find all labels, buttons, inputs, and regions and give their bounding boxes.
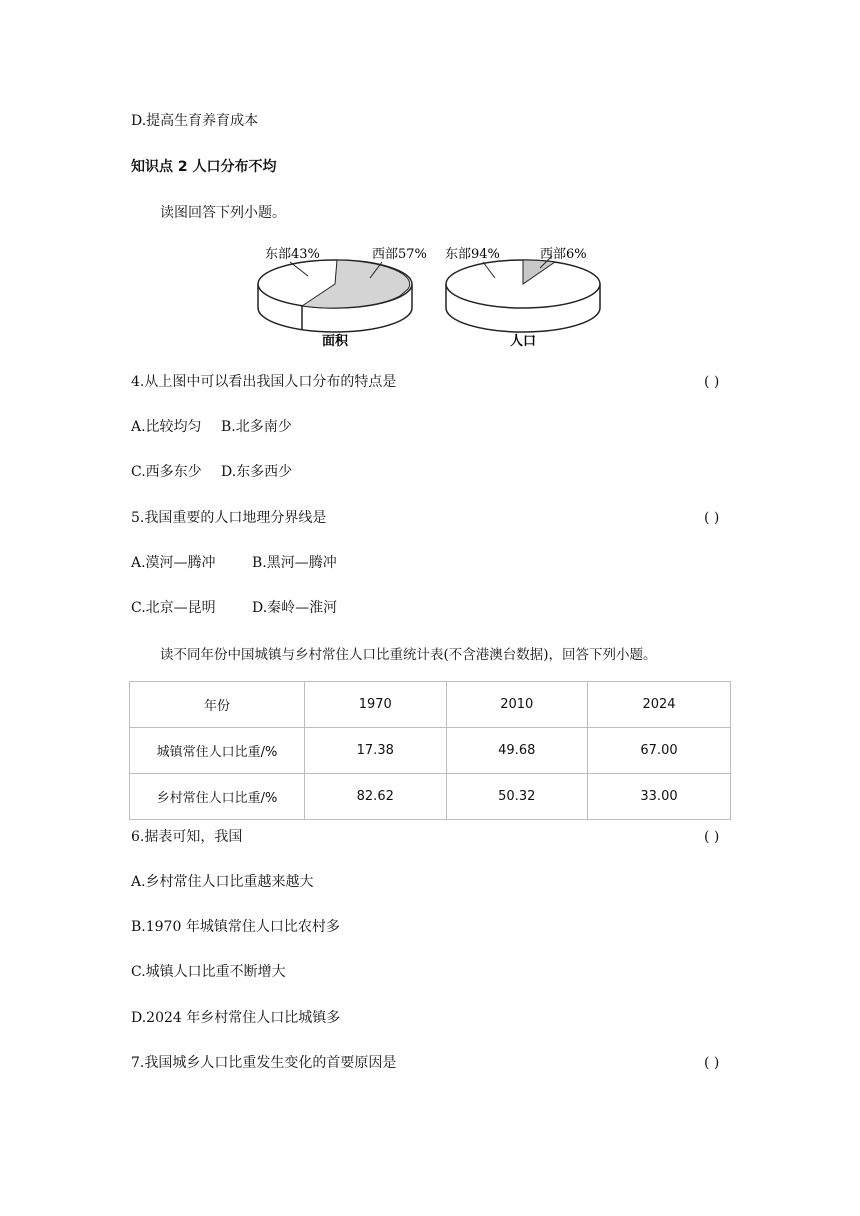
- population-ratio-table: [129, 681, 731, 820]
- q5-option-c[interactable]: C.北京—昆明: [131, 600, 216, 616]
- table-cell: 49.68: [446, 728, 588, 774]
- q6-option-b[interactable]: B.1970 年城镇常住人口比农村多: [131, 919, 340, 935]
- table-row-label: 乡村常住人口比重/%: [130, 774, 305, 820]
- population-pie-chart: [445, 247, 600, 349]
- q4-option-c[interactable]: C.西多东少: [131, 464, 202, 480]
- q7-answer-paren: ( ): [704, 1055, 720, 1071]
- table-header-row: [130, 682, 731, 728]
- table-row-label: 城镇常住人口比重/%: [130, 728, 305, 774]
- table-header-cell: 2024: [588, 682, 731, 728]
- q6-option-a[interactable]: A.乡村常住人口比重越来越大: [131, 874, 314, 890]
- table-intro: 读不同年份中国城镇与乡村常住人口比重统计表(不含港澳台数据)，回答下列小题。: [160, 647, 657, 663]
- previous-option-d: D.提高生育养育成本: [131, 113, 259, 129]
- q4-stem: 4.从上图中可以看出我国人口分布的特点是: [131, 374, 397, 390]
- table-header-cell: 2010: [446, 682, 588, 728]
- q4-answer-paren: ( ): [704, 374, 720, 390]
- q5-stem: 5.我国重要的人口地理分界线是: [131, 510, 327, 526]
- q5-options-row1: [131, 553, 337, 573]
- q6-option-c[interactable]: C.城镇人口比重不断增大: [131, 964, 286, 980]
- table-cell: 82.62: [305, 774, 447, 820]
- q5-answer-paren: ( ): [704, 510, 720, 526]
- section-heading: 知识点 2 人口分布不均: [131, 159, 277, 175]
- q4-option-a[interactable]: A.比较均匀: [131, 419, 202, 435]
- q4-option-b[interactable]: B.北多南少: [221, 419, 292, 435]
- area-pie-west-label: 西部57%: [372, 247, 427, 262]
- q5-options-row2: [131, 598, 337, 618]
- table-row: [130, 728, 731, 774]
- q6-option-d[interactable]: D.2024 年乡村常住人口比城镇多: [131, 1010, 341, 1026]
- q4-options-row1: [131, 417, 292, 437]
- q4-options-row2: [131, 462, 292, 482]
- table-cell: 33.00: [588, 774, 731, 820]
- table-header-cell: 1970: [305, 682, 447, 728]
- population-pie-east-label: 东部94%: [445, 247, 500, 262]
- q5-option-a[interactable]: A.漠河—腾冲: [131, 555, 216, 571]
- q6-answer-paren: ( ): [704, 829, 720, 845]
- area-pie-caption: 面积: [321, 334, 349, 349]
- q5-option-b[interactable]: B.黑河—腾冲: [252, 555, 337, 571]
- area-pie-chart: [258, 247, 427, 349]
- q4-option-d[interactable]: D.东多西少: [221, 464, 293, 480]
- table-header-cell: 年份: [130, 682, 305, 728]
- area-pie-east-label: 东部43%: [265, 247, 320, 262]
- pie-charts-figure: [250, 236, 610, 352]
- table-cell: 67.00: [588, 728, 731, 774]
- table-cell: 50.32: [446, 774, 588, 820]
- q5-option-d[interactable]: D.秦岭—淮河: [252, 600, 338, 616]
- table-cell: 17.38: [305, 728, 447, 774]
- figure-intro: 读图回答下列小题。: [160, 205, 286, 221]
- q6-stem: 6.据表可知，我国: [131, 829, 243, 845]
- population-pie-caption: 人口: [509, 334, 537, 349]
- q7-stem: 7.我国城乡人口比重发生变化的首要原因是: [131, 1055, 397, 1071]
- population-pie-west-label: 西部6%: [540, 247, 587, 262]
- table-row: [130, 774, 731, 820]
